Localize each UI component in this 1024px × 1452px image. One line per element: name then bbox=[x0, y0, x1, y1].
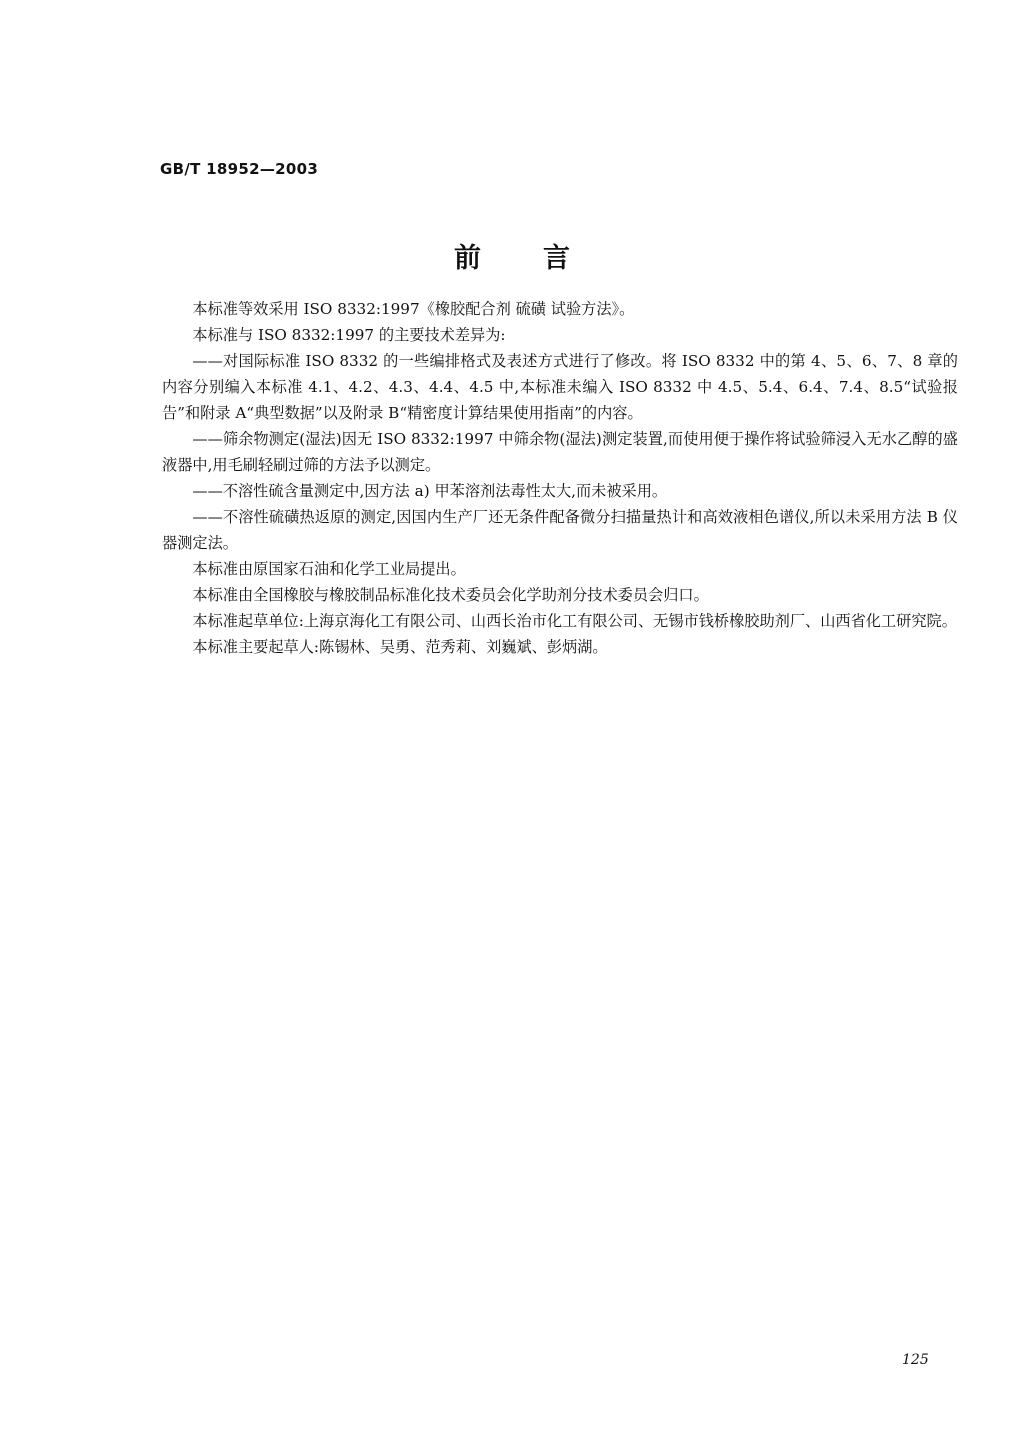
page-number: 125 bbox=[902, 1352, 929, 1368]
paragraph-drafters: 本标准主要起草人:陈锡林、吴勇、范秀莉、刘巍斌、彭炳湖。 bbox=[192, 638, 608, 656]
paragraph-differences-intro: 本标准与 ISO 8332:1997 的主要技术差异为: bbox=[192, 326, 506, 344]
paragraph-difference-format: ——对国际标准 ISO 8332 的一些编排格式及表述方式进行了修改。将 ISO 8332 中的第 4、5、6、7、8 章的内容分别编入本标准 4.1、4.2、4.3、4.4、4.5 中,本标准未编入 ISO 8332 中 4.5、5.4、6.4、7.4、8.5“试验报告”和附录 A“典型数据”以及附录 B“精密度计算结果使用指南”的内容。 bbox=[162, 352, 958, 422]
standard-code: GB/T 18952—2003 bbox=[160, 160, 319, 178]
page-title bbox=[0, 236, 1024, 275]
paragraph-difference-reversion: ——不溶性硫磺热返原的测定,因国内生产厂还无条件配备微分扫描量热计和高效液相色谱仪,所以未采用方法 B 仪器测定法。 bbox=[162, 508, 958, 552]
paragraph-equivalence: 本标准等效采用 ISO 8332:1997《橡胶配合剂 硫磺 试验方法》。 bbox=[192, 300, 635, 318]
paragraph-committee: 本标准由全国橡胶与橡胶制品标准化技术委员会化学助剂分技术委员会归口。 bbox=[192, 586, 709, 604]
foreword-body bbox=[162, 296, 958, 660]
paragraph-drafting-units: 本标准起草单位:上海京海化工有限公司、山西长治市化工有限公司、无锡市钱桥橡胶助剂厂、山西省化工研究院。 bbox=[192, 612, 957, 630]
paragraph-difference-insoluble: ——不溶性硫含量测定中,因方法 a) 甲苯溶剂法毒性太大,而未被采用。 bbox=[192, 482, 668, 500]
paragraph-proposer: 本标准由原国家石油和化学工业局提出。 bbox=[192, 560, 466, 578]
title-char-1: 前 bbox=[454, 243, 481, 274]
paragraph-difference-sieve: ——筛余物测定(湿法)因无 ISO 8332:1997 中筛余物(湿法)测定装置,而使用便于操作将试验筛浸入无水乙醇的盛液器中,用毛刷轻刷过筛的方法予以测定。 bbox=[162, 430, 958, 474]
title-char-2: 言 bbox=[543, 243, 570, 274]
